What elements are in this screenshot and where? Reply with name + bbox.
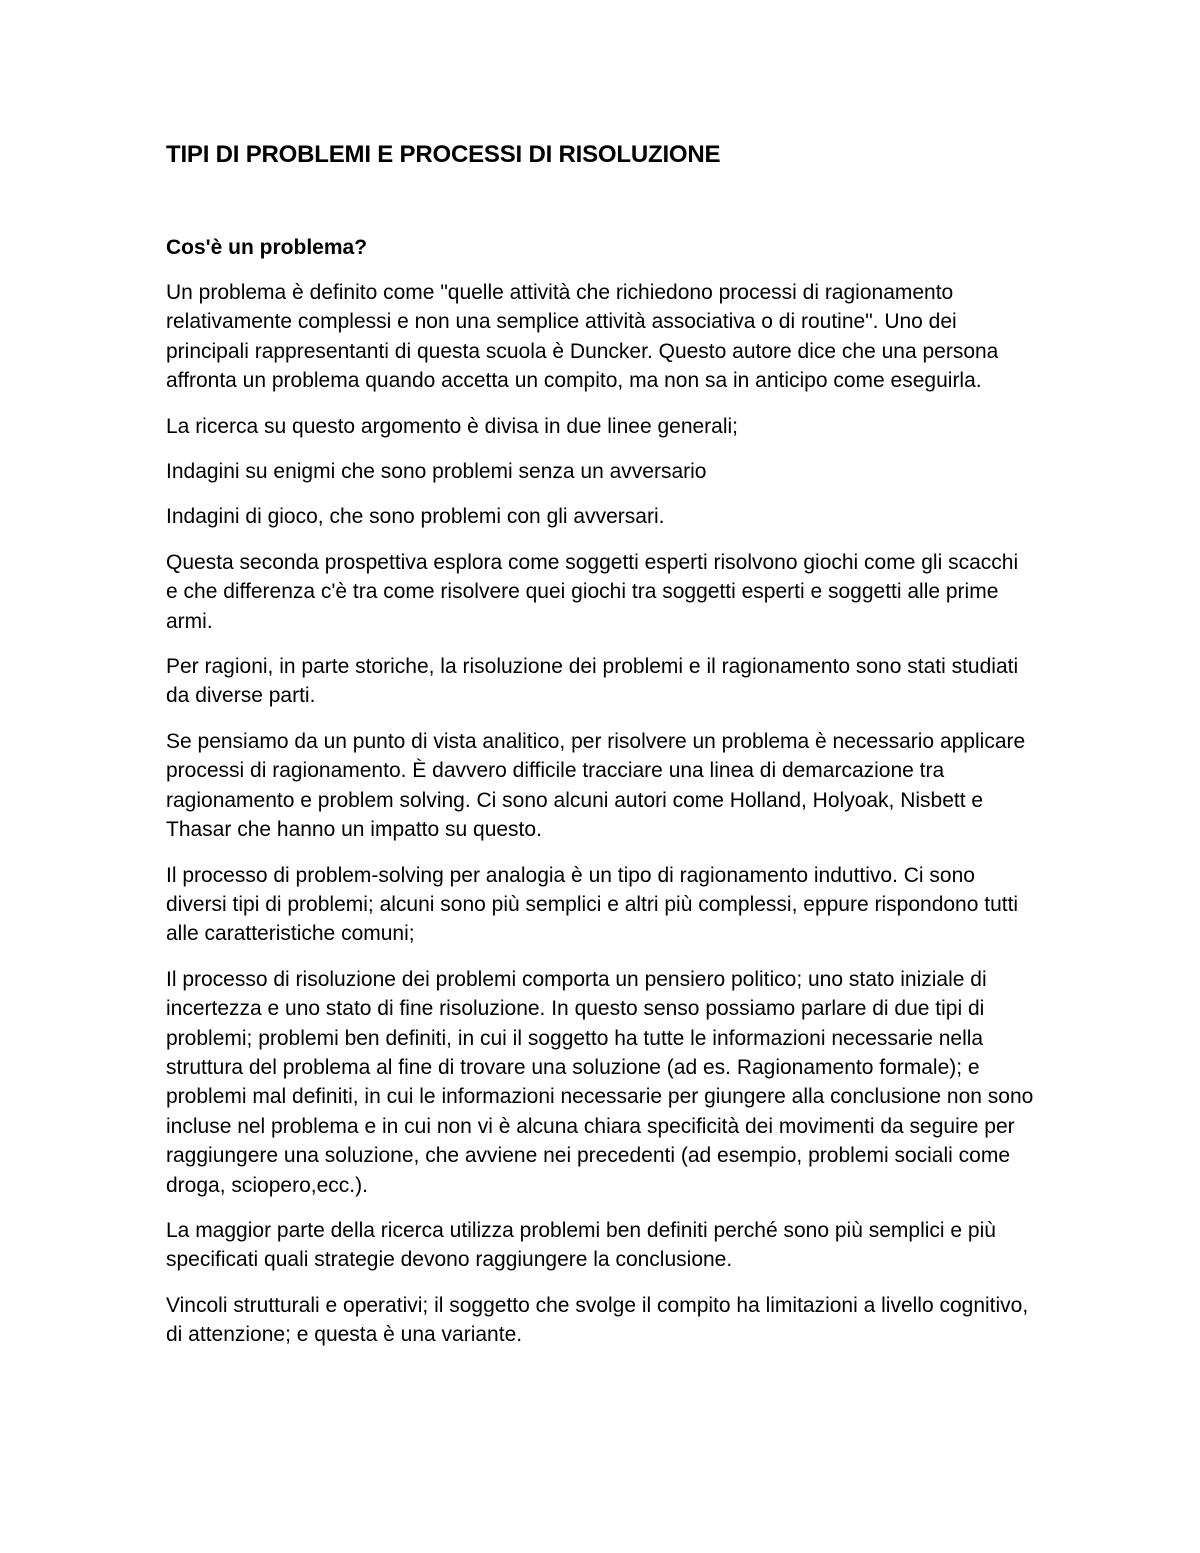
paragraph-definition: Un problema è definito come "quelle attività che richiedono processi di ragionamento relativamente complessi e non una semplice attività associativa o di routine". Uno dei principali rappresentanti di questa scuola è Duncker. Questo autore dice che una persona affronta un problema quando accetta un compito, ma non sa in anticipo come eseguirla.: [166, 281, 999, 393]
section-heading: Cos'è un problema?: [166, 236, 368, 259]
paragraph-research-lines: La ricerca su questo argomento è divisa in due linee generali;: [166, 414, 739, 438]
document-body: [166, 140, 1034, 1350]
paragraph-puzzles: Indagini su enigmi che sono problemi senza un avversario: [166, 460, 707, 484]
paragraph-problem-types: Il processo di risoluzione dei problemi comporta un pensiero politico; uno stato iniziale di incertezza e uno stato di fine risoluzione. In questo senso possiamo parlare di due tipi di problemi; problemi ben definiti, in cui il soggetto ha tutte le informazioni necessarie nella struttura del problema al fine di trovare una soluzione (ad es. Ragionamento formale); e problemi mal definiti, in cui le informazioni necessarie per giungere alla conclusione non sono incluse nel problema e in cui non vi è alcuna chiara specificità dei movimenti da seguire per raggiungere una soluzione, che avviene nei precedenti (ad esempio, problemi sociali come droga, sciopero,ecc.).: [166, 967, 1034, 1197]
paragraph-experts: Questa seconda prospettiva esplora come soggetti esperti risolvono giochi come gli scacchi e che differenza c'è tra come risolvere quei giochi tra soggetti esperti e soggetti alle prime armi.: [166, 550, 1019, 633]
document-title: TIPI DI PROBLEMI E PROCESSI DI RISOLUZIONE: [166, 141, 721, 168]
paragraph-analogy: Il processo di problem-solving per analogia è un tipo di ragionamento induttivo. Ci sono diversi tipi di problemi; alcuni sono più semplici e altri più complessi, eppure rispondono tutti alle caratteristiche comuni;: [166, 863, 1019, 946]
paragraph-history: Per ragioni, in parte storiche, la risoluzione dei problemi e il ragionamento sono stati studiati da diverse parti.: [166, 655, 1019, 708]
paragraph-well-defined: La maggior parte della ricerca utilizza problemi ben definiti perché sono più semplici e più specificati quali strategie devono raggiungere la conclusione.: [166, 1218, 996, 1272]
paragraph-constraints: Vincoli strutturali e operativi; il soggetto che svolge il compito ha limitazioni a livello cognitivo, di attenzione; e questa è una variante.: [166, 1293, 1029, 1347]
paragraph-analytic: Se pensiamo da un punto di vista analitico, per risolvere un problema è necessario applicare processi di ragionamento. È davvero difficile tracciare una linea di demarcazione tra ragionamento e problem solving. Ci sono alcuni autori come Holland, Holyoak, Nisbett e Thasar che hanno un impatto su questo.: [166, 729, 1026, 842]
paragraph-games: Indagini di gioco, che sono problemi con gli avversari.: [166, 505, 665, 529]
